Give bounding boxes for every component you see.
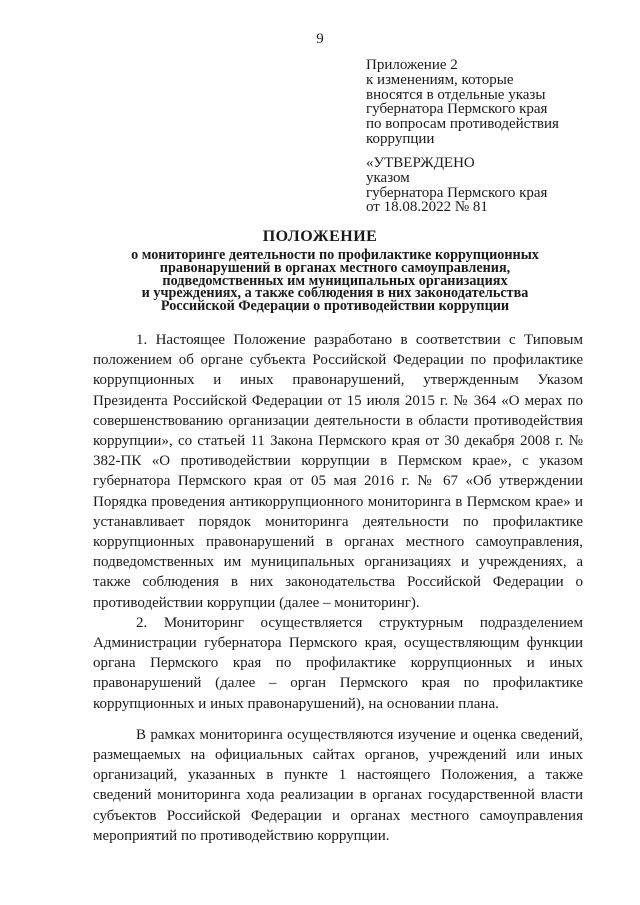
approval-line: указом <box>366 169 410 186</box>
subtitle-line: о мониторинге деятельности по профилактике коррупционных <box>131 247 539 263</box>
appendix-note <box>366 58 616 147</box>
appendix-line: вносятся в отдельные указы <box>366 86 546 103</box>
appendix-line: к изменениям, которые <box>366 71 514 88</box>
document-title: ПОЛОЖЕНИЕ <box>262 228 378 245</box>
subtitle-line: Российской Федерации о противодействии коррупции <box>160 298 510 315</box>
paragraph-1: 1. Настоящее Положение разработано в соответствии с Типовым положением об органе субъекта Российской Федерации по профилактике коррупционных и иных правонарушений, утвержденным Указом Президента Российской Федерации от 15 июля 2015 г. № 364 «О мерах по совершенствованию организации деятельности в области противодействия коррупции», со статьей 11 Закона Пермского края от 30 декабря 2008 г. № 382-ПК «О противодействии коррупции в Пермском крае», с указом губернатора Пермского края от 05 мая 2016 г. № 67 «Об утверждении Порядка проведения антикоррупционного мониторинга в Пермском крае» и устанавливает порядок мониторинга деятельности по профилактике коррупционных правонарушений в органах местного самоуправления, подведомственных им муниципальных организациях и учреждениях, а также соблюдения в них законодательства Российской Федерации о противодействии коррупции (далее – мониторинг). <box>93 332 583 611</box>
approval-line: «УТВЕРЖДЕНО <box>366 155 475 171</box>
subtitle-line: правонарушений в органах местного самоуправления, <box>159 259 511 276</box>
page-number: 9 <box>316 31 324 47</box>
approval-line: губернатора Пермского края <box>366 184 548 201</box>
approval-line: от 18.08.2022 № 81 <box>366 199 488 216</box>
subtitle-line: подведомственных им муниципальных организациях <box>162 272 508 289</box>
document-body <box>93 330 583 846</box>
document-subtitle <box>90 249 580 313</box>
subtitle-line: и учреждениях, а также соблюдения в них законодательства <box>141 285 529 302</box>
approval-stamp <box>366 156 616 215</box>
appendix-line: по вопросам противодействия <box>366 116 559 133</box>
appendix-line: коррупции <box>366 130 435 147</box>
paragraph-2: 2. Мониторинг осуществляется структурным подразделением Администрации губернатора Пермского края, осуществляющим функции органа Пермского края по профилактике коррупционных и иных правонарушений (далее – орган Пермского края по профилактике коррупционных и иных правонарушений), на основании плана. <box>93 614 583 712</box>
paragraph-3: В рамках мониторинга осуществляются изучение и оценка сведений, размещаемых на официальных сайтах органов, учреждений или иных организаций, указанных в пункте 1 настоящего Положения, а также сведений мониторинга хода реализации в органах государственной власти субъектов Российской Федерации и органах местного самоуправления мероприятий по противодействию коррупции. <box>93 726 583 844</box>
appendix-line: Приложение 2 <box>366 57 458 73</box>
appendix-line: губернатора Пермского края <box>366 101 548 118</box>
